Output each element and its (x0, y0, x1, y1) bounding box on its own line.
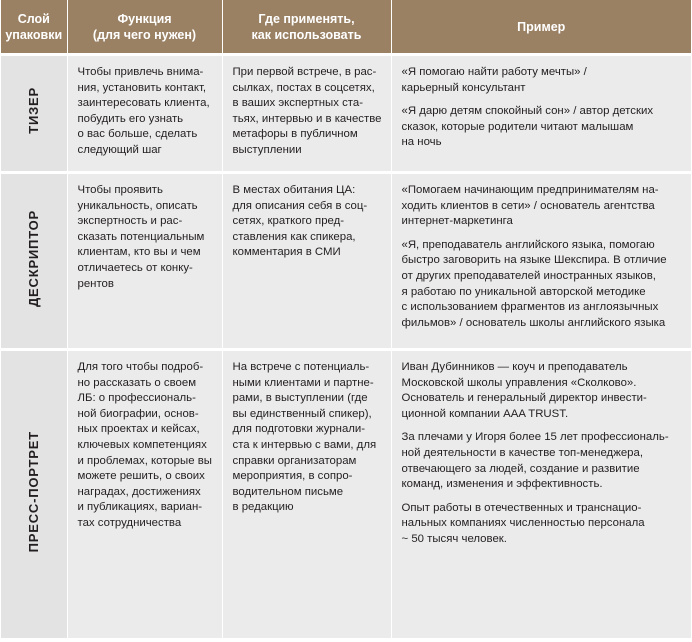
cell-line: карьерный консультант (401, 81, 526, 94)
table-row (1, 173, 691, 350)
cell-line: ЛБ: о профессиональ- (77, 392, 196, 405)
example-cell (391, 173, 691, 350)
cell-paragraph (78, 360, 216, 532)
cell-line: о вас больше, сделать (77, 128, 198, 141)
function-cell (67, 173, 222, 350)
example-cell (391, 55, 691, 173)
cell-line: сетях, краткого пред- (232, 215, 345, 228)
header-line: Слой (17, 11, 50, 26)
cell-line: побудить его узнать (77, 112, 184, 125)
cell-line: в редакцию (232, 501, 294, 514)
cell-line: ной биографии, основ- (77, 407, 199, 420)
cell-line: от других преподавателей иностранных языков, (401, 269, 656, 282)
layer-cell (1, 350, 67, 638)
cell-line: заинтересовать клиента, (77, 97, 210, 110)
layer-label: ТИЗЕР (25, 87, 41, 135)
cell-line: тьях, интервью и в качестве (232, 112, 382, 125)
cell-line: вы единственный спикер), (232, 407, 372, 420)
cell-paragraph (233, 65, 385, 159)
table-row (1, 55, 691, 173)
cell-line: рами, в выступлении (где (232, 392, 368, 405)
layer-cell (1, 55, 67, 173)
header-line: (для чего нужен) (92, 27, 197, 42)
cell-line: отличаетесь от конку- (77, 261, 193, 274)
cell-paragraph (402, 183, 686, 230)
cell-line: ной деятельности в качестве топ-менеджера, (401, 446, 643, 459)
cell-line: мероприятия, в сопро- (232, 470, 353, 483)
cell-line: сылках, постах в соцсетях, (232, 81, 375, 94)
cell-line: можете решить, о своих (77, 470, 205, 483)
cell-line: сказать потенциальным (77, 230, 205, 243)
cell-line: для подготовки журнали- (232, 423, 366, 436)
cell-line: фильмов» / основатель школы английского языка (401, 316, 666, 329)
layer-label: ДЕСКРИПТОР (25, 209, 41, 307)
cell-line: «Я, преподаватель английского языка, помогаю (401, 238, 655, 251)
cell-line: Московской школы управления «Сколково». (401, 376, 637, 389)
cell-line: нальных компаниях численностью персонала (401, 517, 645, 530)
cell-line: ста к интервью с вами, для (232, 438, 377, 451)
cell-line: сказок, которые родители читают малышам (401, 120, 634, 133)
cell-line: с использованием фрагментов из англоязычных (401, 301, 659, 314)
cell-line: наградах, достижениях (77, 485, 201, 498)
cell-paragraph (402, 430, 686, 492)
cell-line: На встрече с потенциаль- (232, 361, 370, 373)
header-usage (222, 0, 391, 55)
cell-line: но рассказать о своем (77, 376, 197, 389)
cell-line: в ваших экспертных ста- (232, 97, 364, 110)
header-line: Функция (117, 11, 172, 26)
cell-line: Чтобы проявить (77, 184, 163, 196)
cell-line: выступлении (232, 143, 302, 156)
cell-line: комментария в СМИ (232, 246, 341, 259)
cell-line: Чтобы привлечь внима- (77, 66, 204, 78)
cell-line: Основатель и генеральный директор инвести- (401, 392, 647, 405)
cell-paragraph (233, 183, 385, 261)
function-cell (67, 55, 222, 173)
table-row (1, 350, 691, 638)
header-line: Где применять, (258, 11, 355, 26)
cell-line: и проблемах, которые вы (77, 454, 212, 467)
cell-line: При первой встрече, в рас- (232, 66, 377, 78)
cell-line: тах сотрудничества (77, 516, 182, 529)
cell-paragraph (78, 183, 216, 292)
cell-line: я работаю по уникальной авторской методике (401, 285, 646, 298)
example-cell (391, 350, 691, 638)
cell-line: «Помогаем начинающим предпринимателям на- (401, 184, 659, 196)
cell-line: уникальность, описать (77, 199, 198, 212)
cell-line: ными клиентами и партне- (232, 376, 374, 389)
cell-paragraph (78, 65, 216, 159)
cell-line: справки организаторам (232, 454, 357, 467)
cell-line: для описания себя в соц- (232, 199, 368, 212)
cell-line: За плечами у Игоря более 15 лет профессиональ- (401, 431, 669, 444)
cell-line: Опыт работы в отечественных и транснацио- (401, 501, 642, 514)
cell-paragraph (402, 238, 686, 332)
cell-line: экспертность и рас- (77, 215, 183, 228)
cell-line: рентов (77, 277, 114, 290)
cell-line: команд, изменения и эффективность. (401, 478, 603, 491)
cell-line: на ночь (401, 136, 442, 149)
cell-line: ных проектах и кейсах, (77, 423, 200, 436)
cell-line: Иван Дубинников — коуч и преподаватель (401, 361, 628, 373)
cell-line: клиентам, кто вы и чем (77, 246, 201, 259)
header-line: как использовать (251, 27, 362, 42)
cell-paragraph (402, 65, 686, 96)
cell-line: следующий шаг (77, 143, 162, 156)
cell-paragraph (402, 104, 686, 151)
header-line: Пример (517, 19, 566, 34)
cell-line: ключевых компетенциях (77, 438, 207, 451)
cell-line: и публикациях, вариан- (77, 501, 203, 514)
usage-cell (222, 55, 391, 173)
cell-line: Для того чтобы подроб- (77, 361, 204, 373)
cell-line: «Я дарю детям спокойный сон» / автор детских (401, 105, 654, 118)
header-function (67, 0, 222, 55)
header-line: упаковки (5, 27, 63, 42)
cell-line: ния, установить контакт, (77, 81, 207, 94)
packaging-layers-table (1, 0, 691, 638)
header-layer (1, 0, 67, 55)
cell-line: отвечающего за людей, создание и развитие (401, 462, 640, 475)
cell-paragraph (402, 501, 686, 548)
cell-line: ционной компании AAA TRUST. (401, 407, 569, 420)
layer-cell (1, 173, 67, 350)
cell-line: «Я помогаю найти работу мечты» / (401, 66, 587, 78)
cell-line: быстро заговорить на языке Шекспира. В отличие (401, 254, 667, 267)
usage-cell (222, 350, 391, 638)
cell-line: интернет-маркетинга (401, 215, 513, 228)
cell-line: ~ 50 тысяч человек. (401, 532, 507, 545)
cell-line: ставления как спикера, (232, 230, 356, 243)
function-cell (67, 350, 222, 638)
cell-line: метафоры в публичном (232, 128, 358, 141)
cell-line: водительном письме (232, 485, 344, 498)
usage-cell (222, 173, 391, 350)
header-example (391, 0, 691, 55)
layer-label: ПРЕСС-ПОРТРЕТ (25, 430, 41, 553)
cell-paragraph (233, 360, 385, 516)
cell-paragraph (402, 360, 686, 422)
cell-line: В местах обитания ЦА: (232, 184, 356, 196)
header-row (1, 0, 691, 55)
cell-line: ходить клиентов в сети» / основатель агентства (401, 199, 655, 212)
